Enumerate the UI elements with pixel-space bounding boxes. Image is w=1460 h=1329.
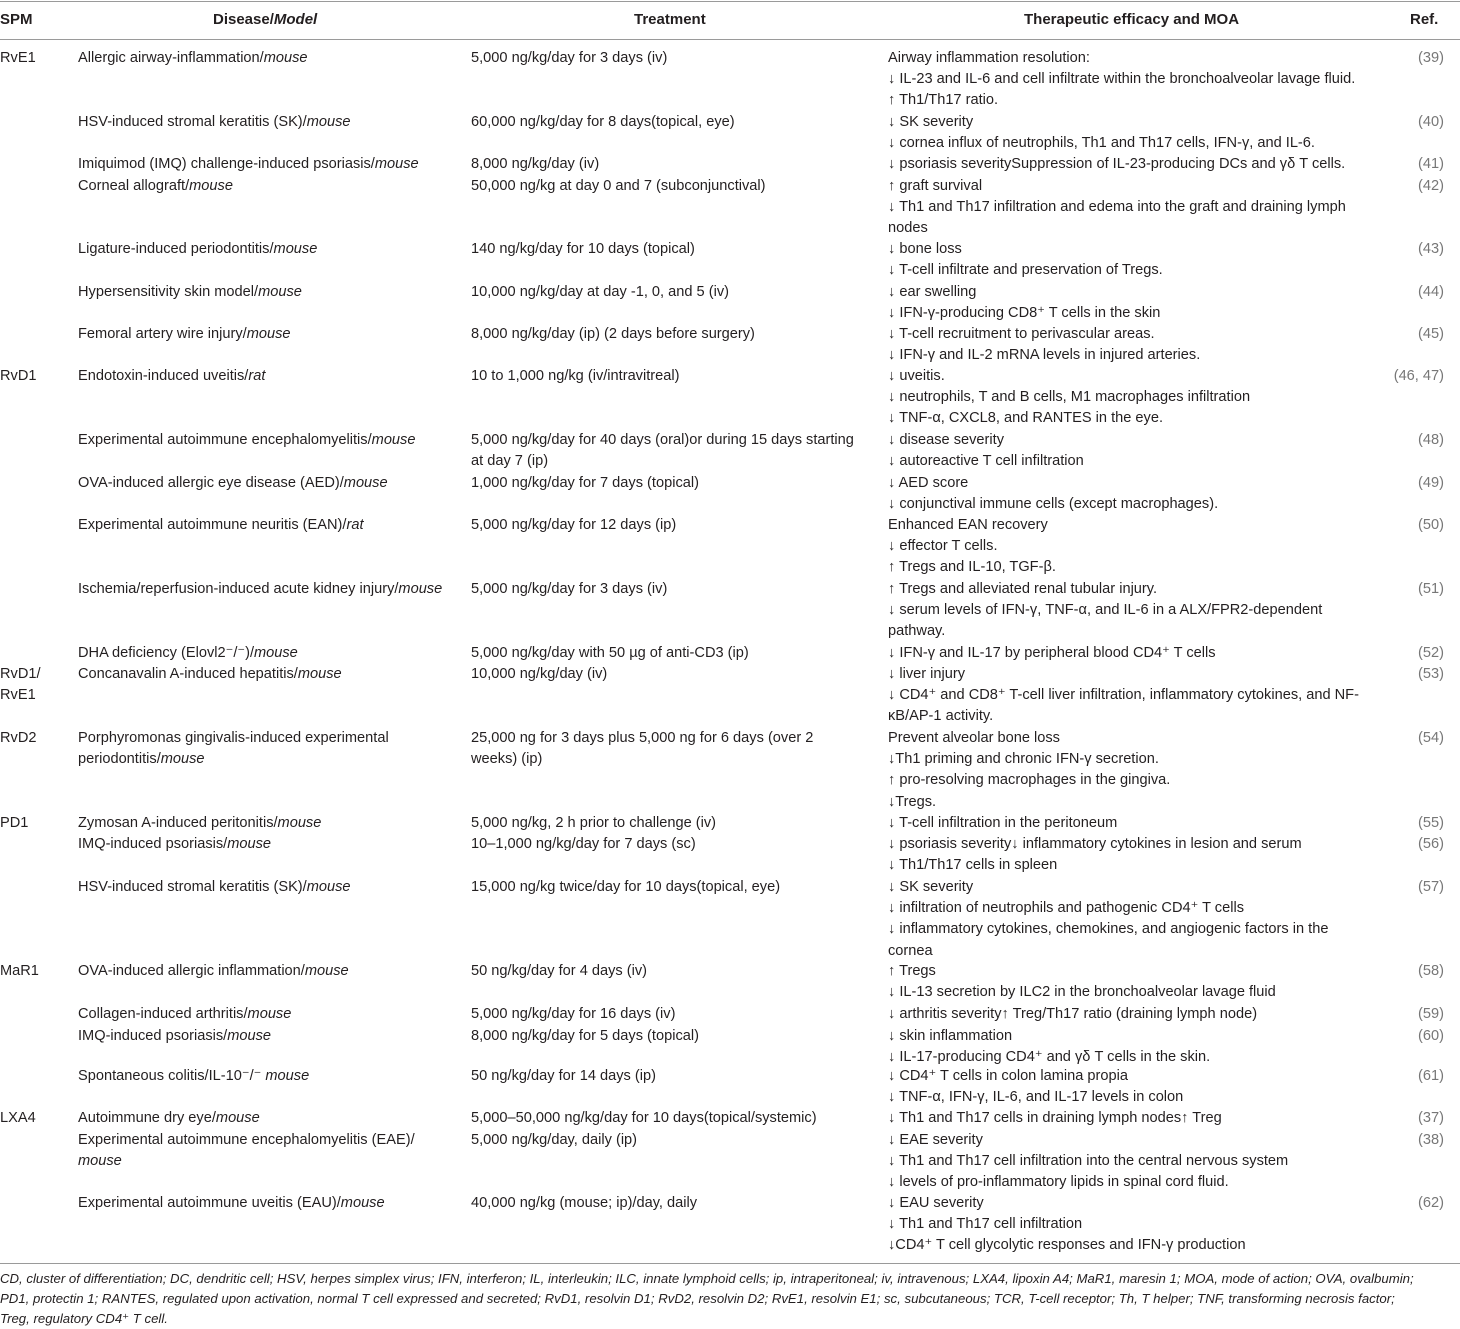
ref-cell: (48) [1418,432,1444,448]
ref-cell: (60) [1418,1028,1444,1044]
disease-cell: Experimental autoimmune uveitis (EAU)/mouse [78,1195,385,1211]
ref-cell: (59) [1418,1006,1444,1022]
efficacy-cell: ↓ IL-17-producing CD4⁺ and γδ T cells in the skin. [888,1049,1211,1066]
efficacy-cell: ↓ liver injury [888,666,966,682]
ref-cell: (54) [1418,730,1444,746]
efficacy-cell: Airway inflammation resolution: [888,50,1090,66]
spm-cell: PD1 [0,815,29,831]
efficacy-cell: κB/AP-1 activity. [888,708,994,725]
ref-cell: (55) [1418,815,1444,831]
bottom-rule [0,1263,1460,1264]
efficacy-cell: ↓ psoriasis severitySuppression of IL-23-producing DCs and γδ T cells. [888,156,1346,172]
disease-cell: Experimental autoimmune encephalomyelitis/mouse [78,432,416,448]
efficacy-cell: ↓ cornea influx of neutrophils, Th1 and Th17 cells, IFN-γ, and IL-6. [888,135,1315,152]
treatment-cell: 60,000 ng/kg/day for 8 days(topical, eye) [471,114,735,130]
treatment-cell: 8,000 ng/kg/day (iv) [471,156,600,172]
treatment-cell: 10,000 ng/kg/day at day -1, 0, and 5 (iv) [471,284,729,300]
spm-cell: MaR1 [0,963,39,979]
efficacy-cell: ↓ AED score [888,475,969,491]
disease-cell: Allergic airway-inflammation/mouse [78,50,308,66]
disease-cell: Collagen-induced arthritis/mouse [78,1006,292,1022]
efficacy-cell: nodes [888,220,928,237]
top-rule [0,1,1460,2]
treatment-cell: 5,000–50,000 ng/kg/day for 10 days(topical/systemic) [471,1110,817,1126]
efficacy-cell: ↓ Th1 and Th17 cell infiltration [888,1216,1083,1233]
footnote-line: Treg, regulatory CD4⁺ T cell. [0,1311,168,1326]
disease-cell: OVA-induced allergic eye disease (AED)/mouse [78,475,388,491]
efficacy-cell: ↓ SK severity [888,879,974,895]
treatment-cell: 5,000 ng/kg, 2 h prior to challenge (iv) [471,815,716,831]
treatment-cell: 10 to 1,000 ng/kg (iv/intravitreal) [471,368,680,384]
ref-cell: (56) [1418,836,1444,852]
disease-cell: periodontitis/mouse [78,751,205,768]
efficacy-cell: ↓ serum levels of IFN-γ, TNF-α, and IL-6 in a ALX/FPR2-dependent [888,602,1323,619]
treatment-cell: 5,000 ng/kg/day with 50 µg of anti-CD3 (ip) [471,645,749,661]
treatment-cell: 1,000 ng/kg/day for 7 days (topical) [471,475,699,491]
treatment-cell: weeks) (ip) [471,751,543,768]
disease-cell: Femoral artery wire injury/mouse [78,326,291,342]
efficacy-cell: ↓ conjunctival immune cells (except macrophages). [888,496,1219,513]
header-disease-model [213,9,317,30]
efficacy-cell: ↓ EAU severity [888,1195,984,1211]
ref-cell: (62) [1418,1195,1444,1211]
footnote [0,1269,1460,1329]
treatment-cell: 5,000 ng/kg/day for 3 days (iv) [471,50,668,66]
efficacy-cell: Enhanced EAN recovery [888,517,1048,533]
ref-cell: (50) [1418,517,1444,533]
ref-cell: (38) [1418,1132,1444,1148]
efficacy-cell: ↓ Th1 and Th17 infiltration and edema into the graft and draining lymph [888,199,1346,216]
spm-cell: RvD2 [0,730,37,746]
efficacy-cell: ↓ autoreactive T cell infiltration [888,453,1084,470]
efficacy-cell: ↓ psoriasis severity↓ inflammatory cytokines in lesion and serum [888,836,1302,852]
ref-cell: (52) [1418,645,1444,661]
efficacy-cell: ↓ Th1 and Th17 cells in draining lymph nodes↑ Treg [888,1110,1222,1126]
footnote-line: CD, cluster of differentiation; DC, dendritic cell; HSV, herpes simplex virus; IFN, interferon; IL, interleukin; ILC, innate lymphoid cells; ip, intraperitoneal; iv, intravenous; LXA4, lipoxin A4; MaR1, maresin 1; MOA, mode of action; OVA, ovalbumin; [0,1271,1414,1286]
efficacy-cell: ↓ disease severity [888,432,1004,448]
treatment-cell: 5,000 ng/kg/day for 40 days (oral)or during 15 days starting [471,432,854,448]
spm-cell: RvD1 [0,368,37,384]
treatment-cell: 5,000 ng/kg/day, daily (ip) [471,1132,638,1148]
efficacy-cell: ↓ IL-23 and IL-6 and cell infiltrate within the bronchoalveolar lavage fluid. [888,71,1356,88]
treatment-cell: 50 ng/kg/day for 14 days (ip) [471,1068,656,1084]
efficacy-cell: ↓ arthritis severity↑ Treg/Th17 ratio (draining lymph node) [888,1006,1258,1022]
ref-cell: (42) [1418,178,1444,194]
efficacy-cell: ↑ graft survival [888,178,983,194]
efficacy-cell: ↓ TNF-α, CXCL8, and RANTES in the eye. [888,410,1164,427]
disease-cell: Endotoxin-induced uveitis/rat [78,368,266,384]
disease-cell: Corneal allograft/mouse [78,178,233,194]
efficacy-cell: ↓ CD4⁺ T cells in colon lamina propia [888,1068,1128,1084]
efficacy-cell: ↑ pro-resolving macrophages in the gingiva. [888,772,1171,789]
ref-cell: (39) [1418,50,1444,66]
disease-cell: Experimental autoimmune encephalomyelitis (EAE)/ [78,1132,415,1148]
treatment-cell: at day 7 (ip) [471,453,549,470]
ref-cell: (61) [1418,1068,1444,1084]
header-efficacy: Therapeutic efficacy and MOA [1024,11,1240,28]
treatment-cell: 140 ng/kg/day for 10 days (topical) [471,241,695,257]
efficacy-cell: ↑ Tregs and alleviated renal tubular injury. [888,581,1158,597]
efficacy-cell: ↓ skin inflammation [888,1028,1013,1044]
disease-cell: DHA deficiency (Elovl2⁻/⁻)/mouse [78,645,298,661]
treatment-cell: 15,000 ng/kg twice/day for 10 days(topical, eye) [471,879,781,895]
ref-cell: (49) [1418,475,1444,491]
efficacy-cell: ↓ T-cell infiltrate and preservation of Tregs. [888,262,1163,279]
efficacy-cell: ↓ uveitis. [888,368,945,384]
ref-cell: (46, 47) [1393,368,1444,384]
efficacy-cell: ↓ IFN-γ-producing CD8⁺ T cells in the skin [888,305,1161,322]
disease-cell: HSV-induced stromal keratitis (SK)/mouse [78,114,351,130]
header-treatment: Treatment [634,11,706,28]
header-spm: SPM [0,11,33,28]
efficacy-cell: ↓ IFN-γ and IL-2 mRNA levels in injured arteries. [888,347,1201,364]
ref-cell: (40) [1418,114,1444,130]
disease-cell: Spontaneous colitis/IL-10⁻/⁻ mouse [78,1068,310,1084]
efficacy-cell: Prevent alveolar bone loss [888,730,1060,746]
treatment-cell: 10,000 ng/kg/day (iv) [471,666,608,682]
efficacy-cell: ↓CD4⁺ T cell glycolytic responses and IFN-γ production [888,1237,1246,1254]
ref-cell: (41) [1418,156,1444,172]
treatment-cell: 50,000 ng/kg at day 0 and 7 (subconjunctival) [471,178,766,194]
efficacy-cell: ↓ neutrophils, T and B cells, M1 macrophages infiltration [888,389,1251,406]
disease-cell: mouse [78,1153,122,1170]
treatment-cell: 40,000 ng/kg (mouse; ip)/day, daily [471,1195,698,1211]
efficacy-cell: ↓Tregs. [888,793,937,810]
efficacy-cell: ↓ infiltration of neutrophils and pathogenic CD4⁺ T cells [888,900,1244,917]
efficacy-cell: ↓ Th1 and Th17 cell infiltration into the central nervous system [888,1153,1289,1170]
efficacy-cell: ↓Th1 priming and chronic IFN-γ secretion. [888,751,1159,768]
efficacy-cell: cornea [888,942,933,959]
efficacy-cell: pathway. [888,623,946,640]
ref-cell: (37) [1418,1110,1444,1126]
treatment-cell: 10–1,000 ng/kg/day for 7 days (sc) [471,836,696,852]
efficacy-cell: ↓ SK severity [888,114,974,130]
efficacy-cell: ↓ levels of pro-inflammatory lipids in spinal cord fluid. [888,1174,1229,1191]
disease-cell: Porphyromonas gingivalis-induced experimental [78,730,389,746]
spm-cell: RvE1 [0,50,36,66]
disease-cell: Autoimmune dry eye/mouse [78,1110,260,1126]
efficacy-cell: ↓ ear swelling [888,284,977,300]
efficacy-cell: ↓ T-cell recruitment to perivascular areas. [888,326,1155,342]
ref-cell: (44) [1418,284,1444,300]
efficacy-cell: ↓ T-cell infiltration in the peritoneum [888,815,1118,831]
treatment-cell: 5,000 ng/kg/day for 16 days (iv) [471,1006,676,1022]
disease-cell: HSV-induced stromal keratitis (SK)/mouse [78,879,351,895]
spm-cell: RvD1/ [0,666,41,682]
disease-cell: OVA-induced allergic inflammation/mouse [78,963,349,979]
efficacy-cell: ↑ Th1/Th17 ratio. [888,92,999,109]
efficacy-cell: ↓ EAE severity [888,1132,983,1148]
disease-cell: IMQ-induced psoriasis/mouse [78,836,272,852]
disease-cell: Experimental autoimmune neuritis (EAN)/rat [78,517,364,533]
ref-cell: (57) [1418,879,1444,895]
ref-cell: (45) [1418,326,1444,342]
ref-cell: (43) [1418,241,1444,257]
ref-cell: (58) [1418,963,1444,979]
treatment-cell: 8,000 ng/kg/day for 5 days (topical) [471,1028,699,1044]
header-model-label: Model [273,11,318,28]
spm-cell: RvE1 [0,687,36,704]
efficacy-cell: ↑ Tregs and IL-10, TGF-β. [888,559,1056,576]
efficacy-cell: ↓ CD4⁺ and CD8⁺ T-cell liver infiltration, inflammatory cytokines, and NF- [888,687,1359,704]
efficacy-cell: ↓ IFN-γ and IL-17 by peripheral blood CD4⁺ T cells [888,645,1216,661]
disease-cell: Imiquimod (IMQ) challenge-induced psoriasis/mouse [78,156,419,172]
ref-cell: (53) [1418,666,1444,682]
spm-cell: LXA4 [0,1110,36,1126]
disease-cell: Ligature-induced periodontitis/mouse [78,241,318,257]
efficacy-cell: ↓ TNF-α, IFN-γ, IL-6, and IL-17 levels in colon [888,1089,1184,1106]
efficacy-cell: ↓ inflammatory cytokines, chemokines, and angiogenic factors in the [888,921,1329,938]
treatment-cell: 5,000 ng/kg/day for 12 days (ip) [471,517,677,533]
efficacy-cell: ↓ Th1/Th17 cells in spleen [888,857,1058,874]
disease-cell: Hypersensitivity skin model/mouse [78,284,302,300]
footnote-line: PD1, protectin 1; RANTES, regulated upon activation, normal T cell expressed and secreted; RvD1, resolvin D1; RvD2, resolvin D2; RvE1, resolvin E1; sc, subcutaneous; TCR, T-cell receptor; Th, T helper; TNF, transforming necrosis factor; [0,1291,1395,1306]
treatment-cell: 5,000 ng/kg/day for 3 days (iv) [471,581,668,597]
disease-cell: Zymosan A-induced peritonitis/mouse [78,815,322,831]
disease-cell: IMQ-induced psoriasis/mouse [78,1028,272,1044]
disease-cell: Ischemia/reperfusion-induced acute kidney injury/mouse [78,581,443,597]
header-disease-label: Disease/ [213,11,274,28]
ref-cell: (51) [1418,581,1444,597]
efficacy-cell: ↓ bone loss [888,241,962,257]
treatment-cell: 8,000 ng/kg/day (ip) (2 days before surgery) [471,326,755,342]
efficacy-cell: ↑ Tregs [888,963,936,979]
treatment-cell: 50 ng/kg/day for 4 days (iv) [471,963,648,979]
header-ref: Ref. [1410,11,1439,28]
efficacy-cell: ↓ effector T cells. [888,538,998,555]
header-rule [0,39,1460,40]
disease-cell: Concanavalin A-induced hepatitis/mouse [78,666,342,682]
efficacy-cell: ↓ IL-13 secretion by ILC2 in the bronchoalveolar lavage fluid [888,984,1276,1001]
treatment-cell: 25,000 ng for 3 days plus 5,000 ng for 6 days (over 2 [471,730,814,746]
